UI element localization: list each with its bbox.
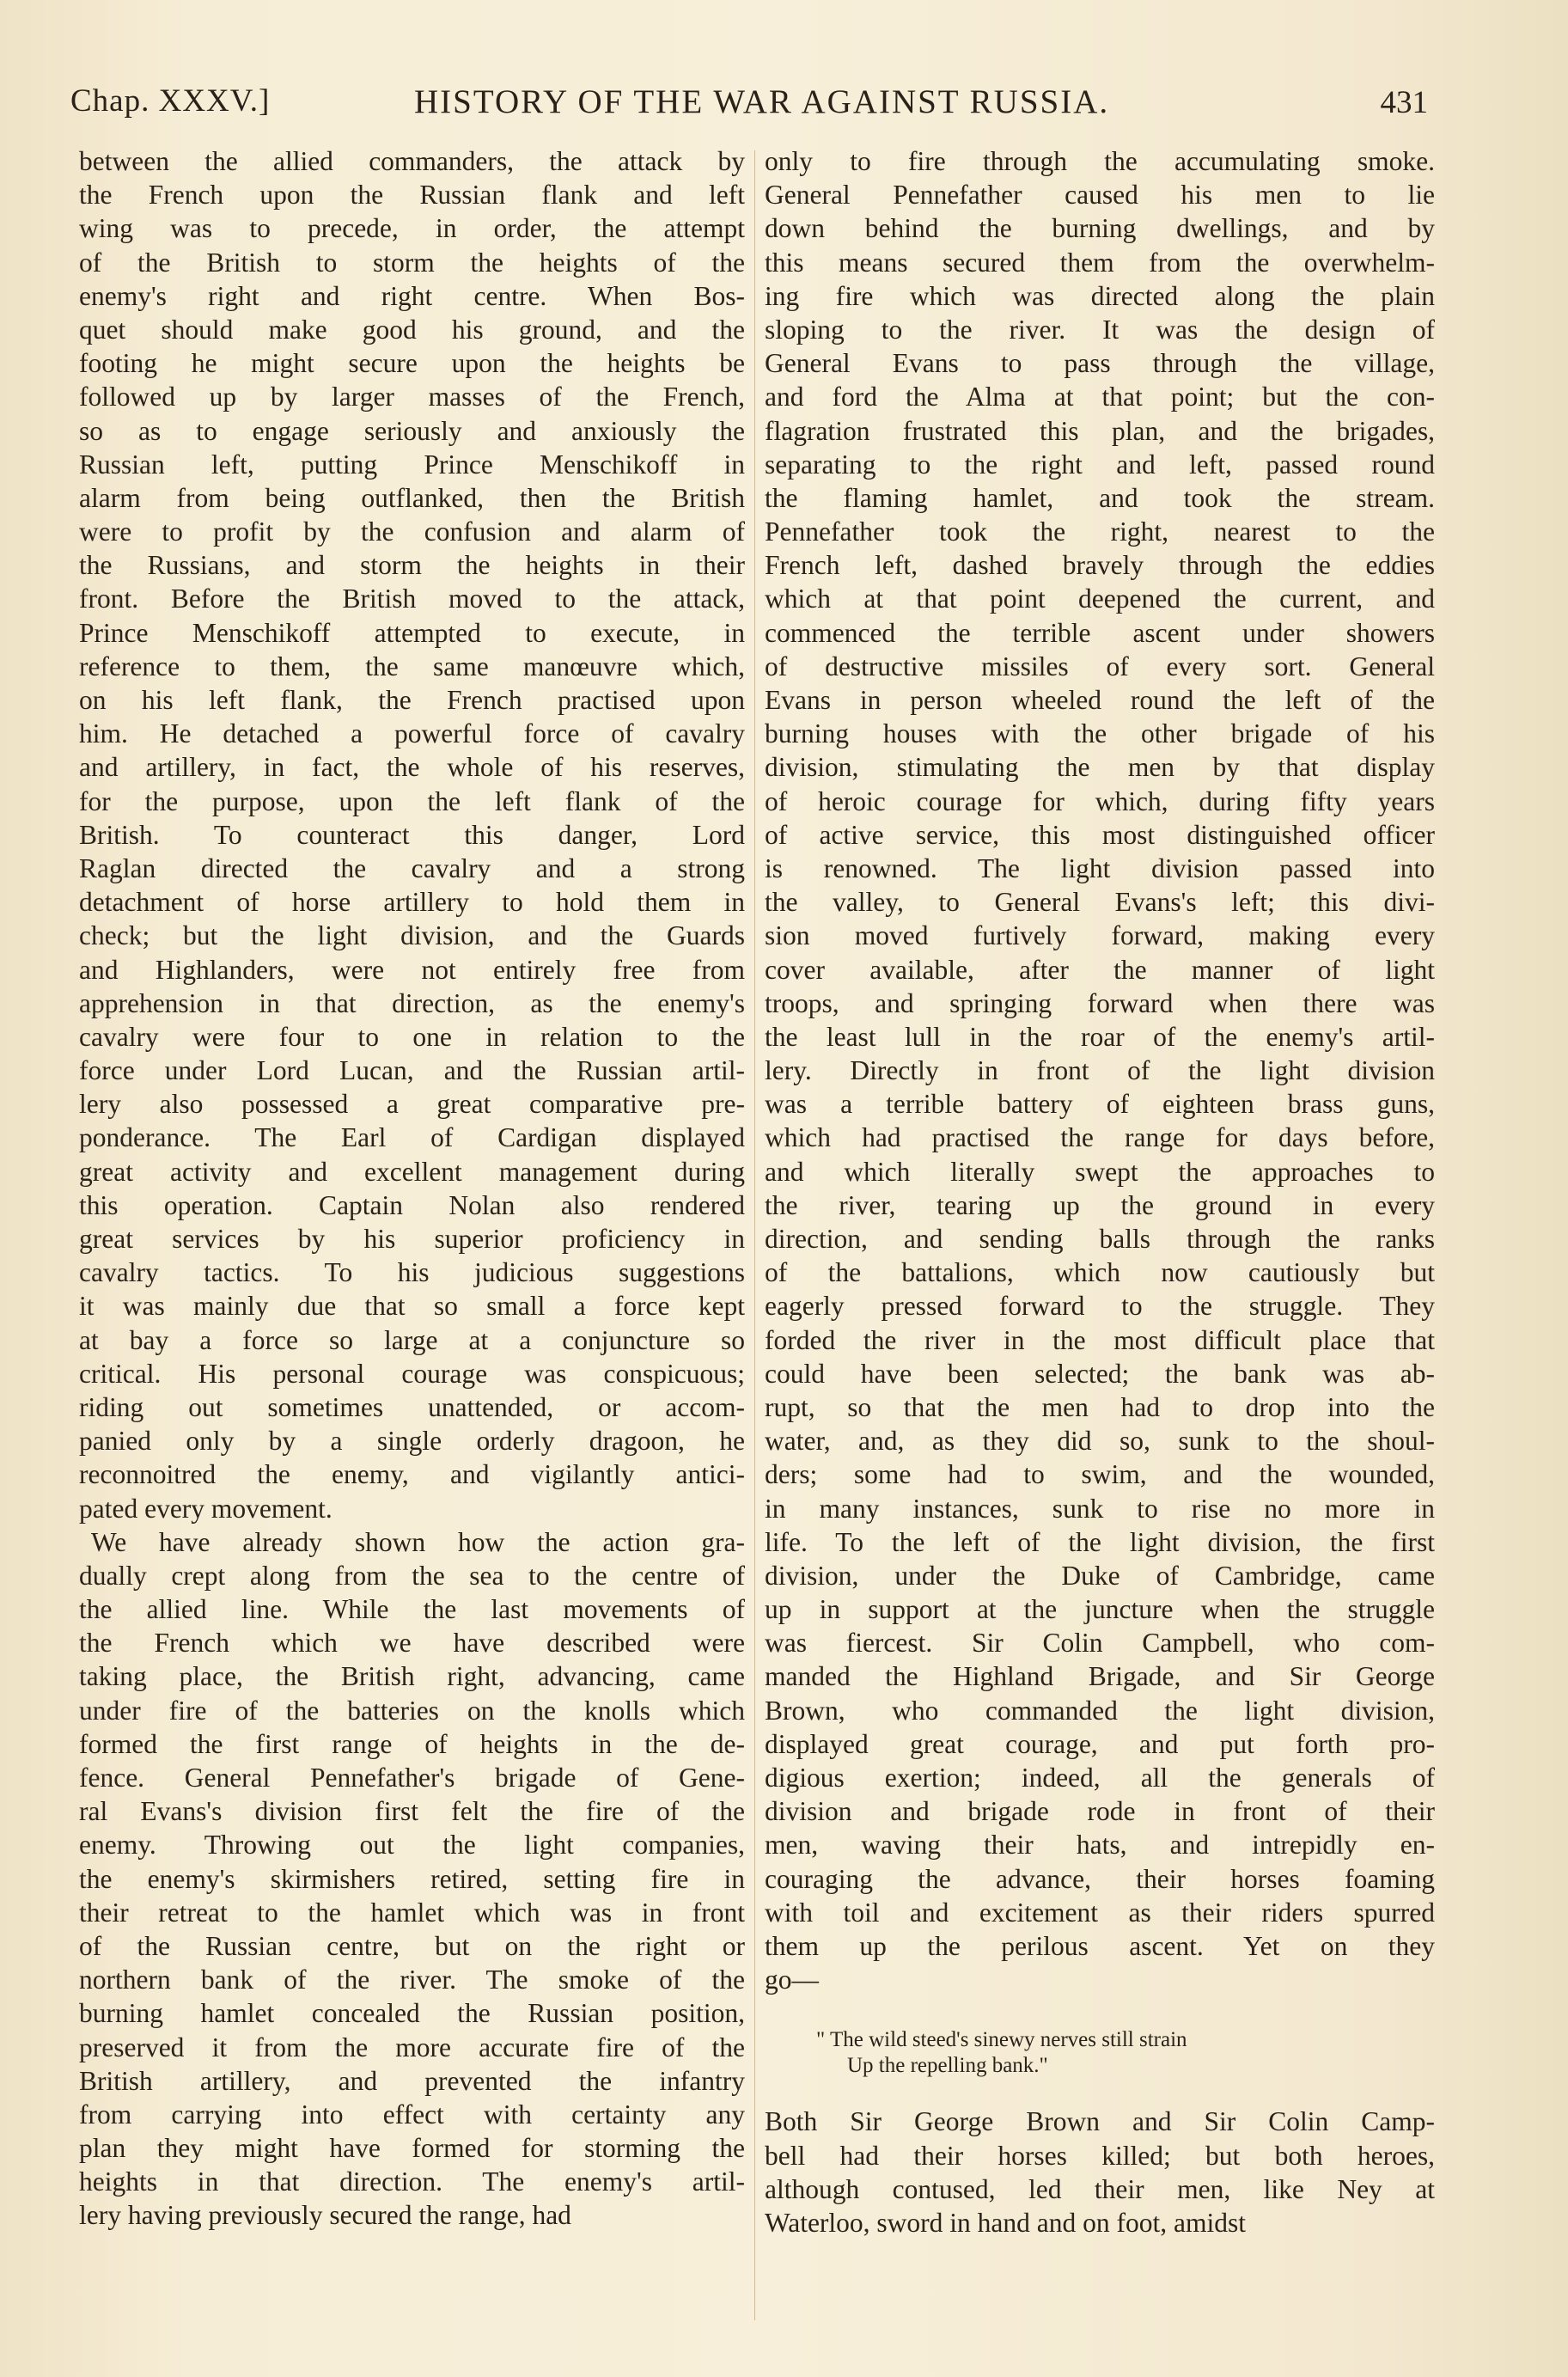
text-line: dually crept along from the sea to the centre of <box>79 1560 745 1591</box>
page-number: 431 <box>1380 85 1428 120</box>
text-line: Prince Menschikoff attempted to execute, in <box>79 617 745 648</box>
text-line: only to fire through the accumulating smoke. <box>765 146 1435 176</box>
text-line: manded the Highland Brigade, and Sir George <box>765 1661 1435 1692</box>
text-line: Pennefather took the right, nearest to the <box>765 516 1435 547</box>
right-paragraph-1 <box>765 144 1435 1996</box>
chapter-label: Chap. XXXV.] <box>70 83 271 119</box>
text-line: riding out sometimes unattended, or accom- <box>79 1391 745 1422</box>
text-line: apprehension in that direction, as the enemy's <box>79 987 745 1018</box>
text-line: flagration frustrated this plan, and the brigades, <box>765 415 1435 446</box>
text-line: down behind the burning dwellings, and by <box>765 213 1435 244</box>
text-line: and ford the Alma at that point; but the con- <box>765 382 1435 412</box>
quote-line: Up the repelling bank." <box>847 2054 1048 2078</box>
text-line: forded the river in the most difficult place that <box>765 1324 1435 1355</box>
text-line: Evans in person wheeled round the left of the <box>765 685 1435 715</box>
text-line: commenced the terrible ascent under showers <box>765 617 1435 648</box>
text-line: great services by his superior proficiency in <box>79 1224 745 1254</box>
text-line: lery also possessed a great comparative pre- <box>79 1089 745 1120</box>
text-line: Brown, who commanded the light division, <box>765 1695 1435 1726</box>
text-line: cavalry tactics. To his judicious suggestions <box>79 1257 745 1288</box>
text-line: was a terrible battery of eighteen brass guns, <box>765 1089 1435 1120</box>
text-line: footing he might secure upon the heights be <box>79 348 745 379</box>
text-line: in many instances, sunk to rise no more in <box>765 1493 1435 1524</box>
text-line: of the battalions, which now cautiously but <box>765 1257 1435 1288</box>
text-line: of destructive missiles of every sort. General <box>765 651 1435 681</box>
text-line: General Pennefather caused his men to lie <box>765 180 1435 211</box>
text-line: ders; some had to swim, and the wounded, <box>765 1459 1435 1490</box>
left-paragraph-1 <box>79 144 745 1525</box>
text-line: him. He detached a powerful force of cavalry <box>79 718 745 749</box>
text-line: the French which we have described were <box>79 1628 745 1659</box>
text-line: great activity and excellent management during <box>79 1156 745 1187</box>
text-line: on his left flank, the French practised upon <box>79 685 745 715</box>
text-line: sion moved furtively forward, making every <box>765 920 1435 951</box>
text-line: and which literally swept the approaches to <box>765 1156 1435 1187</box>
text-line: although contused, led their men, like Ney at <box>765 2173 1435 2204</box>
text-line: under fire of the batteries on the knolls which <box>79 1695 745 1726</box>
text-line: and artillery, in fact, the whole of his reserves, <box>79 752 745 783</box>
text-line: burning houses with the other brigade of his <box>765 718 1435 749</box>
text-line: the valley, to General Evans's left; this divi- <box>765 887 1435 918</box>
text-line: of heroic courage for which, during fifty years <box>765 785 1435 816</box>
text-line: displayed great courage, and put forth pro- <box>765 1728 1435 1759</box>
text-line: bell had their horses killed; but both heroes, <box>765 2140 1435 2171</box>
text-line: couraging the advance, their horses foaming <box>765 1863 1435 1894</box>
text-line: the river, tearing up the ground in every <box>765 1189 1435 1220</box>
text-line: reconnoitred the enemy, and vigilantly antici- <box>79 1459 745 1490</box>
text-line: so as to engage seriously and anxiously the <box>79 415 745 446</box>
text-line: go— <box>765 1965 819 1995</box>
text-line: the allied line. While the last movements of <box>79 1594 745 1625</box>
text-line: life. To the left of the light division, the first <box>765 1526 1435 1557</box>
text-line: this operation. Captain Nolan also rendered <box>79 1189 745 1220</box>
text-line: followed up by larger masses of the French, <box>79 382 745 412</box>
text-line: up in support at the juncture when the struggle <box>765 1594 1435 1625</box>
text-line: cavalry were four to one in relation to the <box>79 1021 745 1052</box>
left-paragraph-2 <box>79 1525 745 2233</box>
right-paragraph-2 <box>765 2105 1435 2240</box>
text-line: We have already shown how the action gra- <box>91 1526 745 1557</box>
text-line: of the British to storm the heights of the <box>79 247 745 278</box>
text-line: division, under the Duke of Cambridge, came <box>765 1560 1435 1591</box>
verse-quotation <box>765 2027 1435 2079</box>
text-line: of the Russian centre, but on the right or <box>79 1930 745 1961</box>
text-line: and Highlanders, were not entirely free from <box>79 954 745 985</box>
text-line: ponderance. The Earl of Cardigan displayed <box>79 1122 745 1153</box>
text-line: enemy. Throwing out the light companies, <box>79 1830 745 1861</box>
text-line: cover available, after the manner of light <box>765 954 1435 985</box>
text-line: their retreat to the hamlet which was in front <box>79 1897 745 1928</box>
text-line: burning hamlet concealed the Russian position, <box>79 1998 745 2029</box>
text-line: French left, dashed bravely through the eddies <box>765 550 1435 581</box>
text-line: was fiercest. Sir Colin Campbell, who com- <box>765 1628 1435 1659</box>
text-line: digious exertion; indeed, all the generals of <box>765 1763 1435 1793</box>
text-line: the Russians, and storm the heights in their <box>79 550 745 581</box>
text-line: panied only by a single orderly dragoon, he <box>79 1426 745 1457</box>
text-line: division, stimulating the men by that display <box>765 752 1435 783</box>
text-line: critical. His personal courage was conspicuous; <box>79 1358 745 1389</box>
text-line: British. To counteract this danger, Lord <box>79 819 745 850</box>
text-line: which had practised the range for days before, <box>765 1122 1435 1153</box>
text-line: water, and, as they did so, sunk to the shoul- <box>765 1426 1435 1457</box>
text-line: quet should make good his ground, and the <box>79 314 745 345</box>
text-line: men, waving their hats, and intrepidly en- <box>765 1830 1435 1861</box>
text-line: from carrying into effect with certainty any <box>79 2099 745 2130</box>
text-line: Russian left, putting Prince Menschikoff in <box>79 449 745 480</box>
text-line: with toil and excitement as their riders spurred <box>765 1897 1435 1928</box>
text-line: sloping to the river. It was the design of <box>765 314 1435 345</box>
text-line: force under Lord Lucan, and the Russian artil- <box>79 1055 745 1086</box>
running-header <box>70 79 1428 131</box>
text-line: is renowned. The light division passed into <box>765 852 1435 883</box>
text-line: northern bank of the river. The smoke of the <box>79 1965 745 1995</box>
text-line: could have been selected; the bank was ab- <box>765 1358 1435 1389</box>
text-line: this means secured them from the overwhelm- <box>765 247 1435 278</box>
text-line: fence. General Pennefather's brigade of Gene- <box>79 1763 745 1793</box>
text-line: Raglan directed the cavalry and a strong <box>79 852 745 883</box>
column-divider <box>754 150 755 2320</box>
text-line: rupt, so that the men had to drop into the <box>765 1391 1435 1422</box>
text-line: which at that point deepened the current, and <box>765 584 1435 614</box>
text-line: the flaming hamlet, and took the stream. <box>765 482 1435 513</box>
text-line: heights in that direction. The enemy's artil- <box>79 2166 745 2197</box>
text-line: lery. Directly in front of the light division <box>765 1055 1435 1086</box>
left-column <box>79 144 745 2233</box>
text-line: of active service, this most distinguished officer <box>765 819 1435 850</box>
text-line: plan they might have formed for storming the <box>79 2133 745 2164</box>
text-line: British artillery, and prevented the infantry <box>79 2065 745 2096</box>
text-line: direction, and sending balls through the ranks <box>765 1224 1435 1254</box>
text-line: at bay a force so large at a conjuncture so <box>79 1324 745 1355</box>
text-line: alarm from being outflanked, then the British <box>79 482 745 513</box>
text-line: Both Sir George Brown and Sir Colin Camp- <box>765 2106 1435 2137</box>
text-line: the least lull in the roar of the enemy's artil- <box>765 1021 1435 1052</box>
running-title: HISTORY OF THE WAR AGAINST RUSSIA. <box>414 83 1110 120</box>
text-line: formed the first range of heights in the de- <box>79 1728 745 1759</box>
text-line: wing was to precede, in order, the attempt <box>79 213 745 244</box>
right-column <box>765 144 1435 2240</box>
text-line: the French upon the Russian flank and left <box>79 180 745 211</box>
text-line: preserved it from the more accurate fire of the <box>79 2032 745 2062</box>
text-line: front. Before the British moved to the attack, <box>79 584 745 614</box>
text-line: for the purpose, upon the left flank of the <box>79 785 745 816</box>
text-line: ral Evans's division first felt the fire of the <box>79 1796 745 1827</box>
text-line: them up the perilous ascent. Yet on they <box>765 1930 1435 1961</box>
text-line: separating to the right and left, passed round <box>765 449 1435 480</box>
text-line: lery having previously secured the range, had <box>79 2200 571 2231</box>
quote-line: " The wild steed's sinewy nerves still strain <box>816 2028 1187 2052</box>
text-line: taking place, the British right, advancing, came <box>79 1661 745 1692</box>
text-line: Waterloo, sword in hand and on foot, amidst <box>765 2207 1246 2238</box>
text-line: the enemy's skirmishers retired, setting fire in <box>79 1863 745 1894</box>
text-line: were to profit by the confusion and alarm of <box>79 516 745 547</box>
text-line: General Evans to pass through the village, <box>765 348 1435 379</box>
text-line: pated every movement. <box>79 1493 333 1524</box>
text-line: it was mainly due that so small a force kept <box>79 1291 745 1322</box>
text-line: reference to them, the same manœuvre which, <box>79 651 745 681</box>
text-line: division and brigade rode in front of their <box>765 1796 1435 1827</box>
text-line: detachment of horse artillery to hold them in <box>79 887 745 918</box>
text-line: ing fire which was directed along the plain <box>765 280 1435 311</box>
text-line: troops, and springing forward when there was <box>765 987 1435 1018</box>
text-line: between the allied commanders, the attack by <box>79 146 745 176</box>
text-line: enemy's right and right centre. When Bos- <box>79 280 745 311</box>
text-line: eagerly pressed forward to the struggle. They <box>765 1291 1435 1322</box>
text-line: check; but the light division, and the Guards <box>79 920 745 951</box>
